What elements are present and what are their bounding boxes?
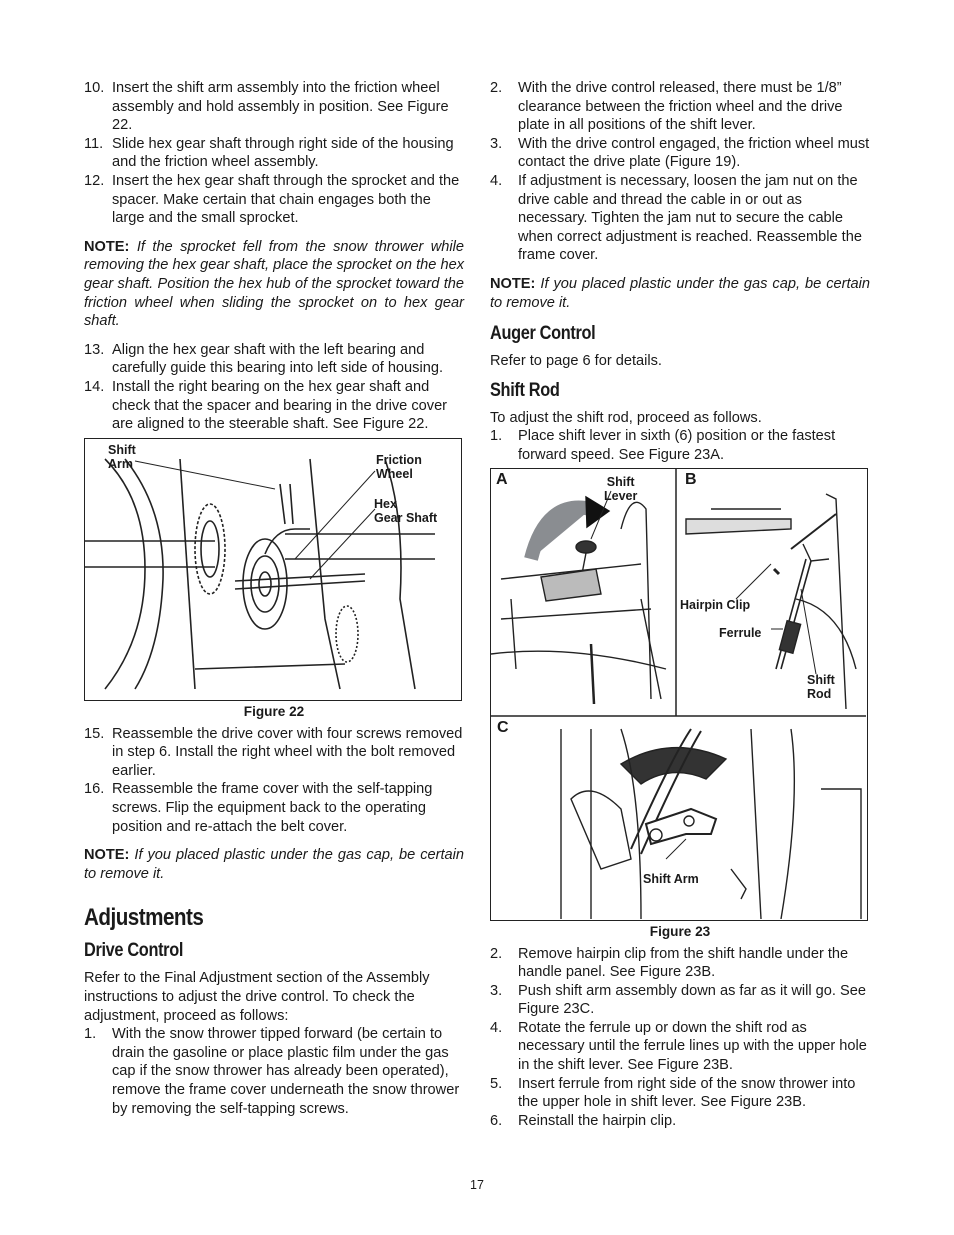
panel-label-b: B [685, 470, 697, 488]
note-label: NOTE: [84, 238, 130, 255]
list-item [490, 982, 870, 1019]
note-label: NOTE: [490, 275, 536, 292]
list-item [490, 945, 870, 982]
label-hex-gear-shaft: Hex Gear Shaft [374, 496, 438, 525]
label-shift-rod: Shift Rod [807, 672, 835, 701]
left-column [84, 79, 464, 1118]
step-number: 5. [490, 1075, 503, 1092]
list-item [490, 1075, 870, 1112]
steps-list [490, 945, 870, 1131]
step-text: Place shift lever in sixth (6) position or the fastest forward speed. See Figure 23A. [518, 428, 836, 463]
step-text: With the drive control released, there must be 1/8” clearance between the friction wheel and the drive plate in all positions of the shift lever. [518, 80, 843, 134]
paragraph: To adjust the shift rod, proceed as follows. [490, 409, 762, 426]
step-number: 4. [490, 1019, 503, 1036]
step-number: 3. [490, 982, 503, 999]
label-shift-lever: Shift Lever [604, 474, 638, 503]
note-label: NOTE: [84, 847, 130, 864]
steps-list [490, 79, 870, 265]
panel-label-a: A [496, 470, 508, 488]
step-number: 4. [490, 172, 503, 189]
step-text: Insert the hex gear shaft through the sprocket and the spacer. Make certain that chain engages both the large and the small sprocket. [112, 172, 460, 227]
list-item [84, 725, 464, 781]
step-text: Push shift arm assembly down as far as it will go. See Figure 23C. [518, 982, 866, 1018]
step-number: 11. [84, 135, 104, 152]
list-item [490, 1112, 870, 1131]
right-column [490, 79, 870, 1130]
list-item [84, 1025, 464, 1118]
note [84, 846, 464, 883]
step-text: Reinstall the hairpin clip. [518, 1112, 677, 1129]
subsection-heading: Shift Rod [490, 379, 560, 401]
section-heading: Adjustments [84, 904, 204, 932]
step-text: Insert the shift arm assembly into the friction wheel assembly and hold assembly in position. See Figure 22. [112, 80, 449, 134]
figure-22 [84, 438, 462, 701]
step-text: With the drive control engaged, the friction wheel must contact the drive plate (Figure 19). [518, 135, 870, 171]
paragraph: Refer to page 6 for details. [490, 353, 662, 370]
note [84, 238, 464, 331]
list-item [490, 172, 870, 265]
label-hairpin-clip: Hairpin Clip [680, 597, 751, 612]
step-number: 2. [490, 80, 503, 96]
steps-list [490, 427, 870, 464]
step-text: Rotate the ferrule up or down the shift rod as necessary until the ferrule lines up with the upper hole in the shift lever. See Figure 23B. [518, 1019, 867, 1074]
step-number: 14. [84, 378, 105, 395]
step-number: 3. [490, 135, 503, 152]
label-shift-arm: Shift Arm [108, 442, 136, 471]
figure-caption: Figure 23 [649, 923, 711, 939]
label-friction-wheel: Friction Wheel [376, 452, 422, 481]
note-text: If you placed plastic under the gas cap, be certain to remove it. [490, 275, 870, 311]
steps-list [84, 1025, 464, 1118]
figure-23 [490, 468, 868, 921]
step-number: 16. [84, 781, 105, 798]
list-item [84, 79, 464, 135]
note [490, 275, 870, 312]
step-text: Remove hairpin clip from the shift handle under the handle panel. See Figure 23B. [518, 945, 849, 981]
step-text: Reassemble the drive cover with four screws removed in step 6. Install the right wheel with the bolt removed earlier. [112, 725, 463, 779]
list-item [84, 378, 464, 434]
paragraph: Refer to the Final Adjustment section of the Assembly instructions to adjust the drive control. To check the adjustment, proceed as follows: [84, 970, 430, 1024]
list-item [490, 1019, 870, 1075]
list-item [490, 427, 870, 464]
list-item [84, 341, 464, 378]
step-text: Install the right bearing on the hex gear shaft and check that the spacer and bearing in the drive cover are aligned to the steerable shaft. See Figure 22. [112, 378, 448, 433]
steps-list [84, 341, 464, 434]
subsection-heading: Drive Control [84, 940, 184, 962]
step-number: 1. [84, 1026, 97, 1043]
step-number: 13. [84, 341, 105, 358]
note-text: If the sprocket fell from the snow thrower while removing the hex gear shaft, place the sprocket on the hex gear shaft. Position the hex hub of the sprocket toward the friction wheel when sliding the sprocket on to hex gear shaft. [84, 238, 464, 330]
step-number: 2. [490, 945, 503, 962]
step-text: Slide hex gear shaft through right side of the housing and the friction wheel assembly. [112, 135, 454, 171]
label-ferrule: Ferrule [719, 625, 762, 640]
step-text: If adjustment is necessary, loosen the jam nut on the drive cable and thread the cable in or out as necessary. Tighten the jam nut to secure the cable when correct adjustment is reached. Reassemble the frame cover. [518, 172, 862, 264]
page-number: 17 [470, 1178, 484, 1192]
steps-list [84, 79, 464, 228]
note-text: If you placed plastic under the gas cap, be certain to remove it. [84, 847, 464, 882]
list-item [84, 135, 464, 172]
list-item [84, 780, 464, 836]
step-number: 12. [84, 172, 105, 189]
list-item [84, 172, 464, 228]
step-text: With the snow thrower tipped forward (be certain to drain the gasoline or place plastic film under the gas cap if the snow thrower has already been operated), remove the frame cover underneath the snow thrower by removing the self-tapping screws. [112, 1026, 460, 1117]
steps-list [84, 725, 464, 837]
list-item [490, 135, 870, 172]
list-item [490, 79, 870, 135]
step-number: 1. [490, 428, 503, 445]
label-shift-arm: Shift Arm [643, 871, 699, 886]
panel-label-c: C [497, 718, 509, 736]
figure-caption: Figure 22 [243, 703, 305, 719]
step-number: 10. [84, 80, 105, 96]
step-text: Insert ferrule from right side of the snow thrower into the upper hole in shift lever. See Figure 23B. [518, 1075, 856, 1111]
step-text: Reassemble the frame cover with the self-tapping screws. Flip the equipment back to the operating position and re-attach the belt cover. [112, 781, 433, 835]
step-number: 15. [84, 725, 105, 742]
step-text: Align the hex gear shaft with the left bearing and carefully guide this bearing into left side of housing. [112, 341, 443, 377]
subsection-heading: Auger Control [490, 323, 596, 345]
step-number: 6. [490, 1112, 503, 1129]
